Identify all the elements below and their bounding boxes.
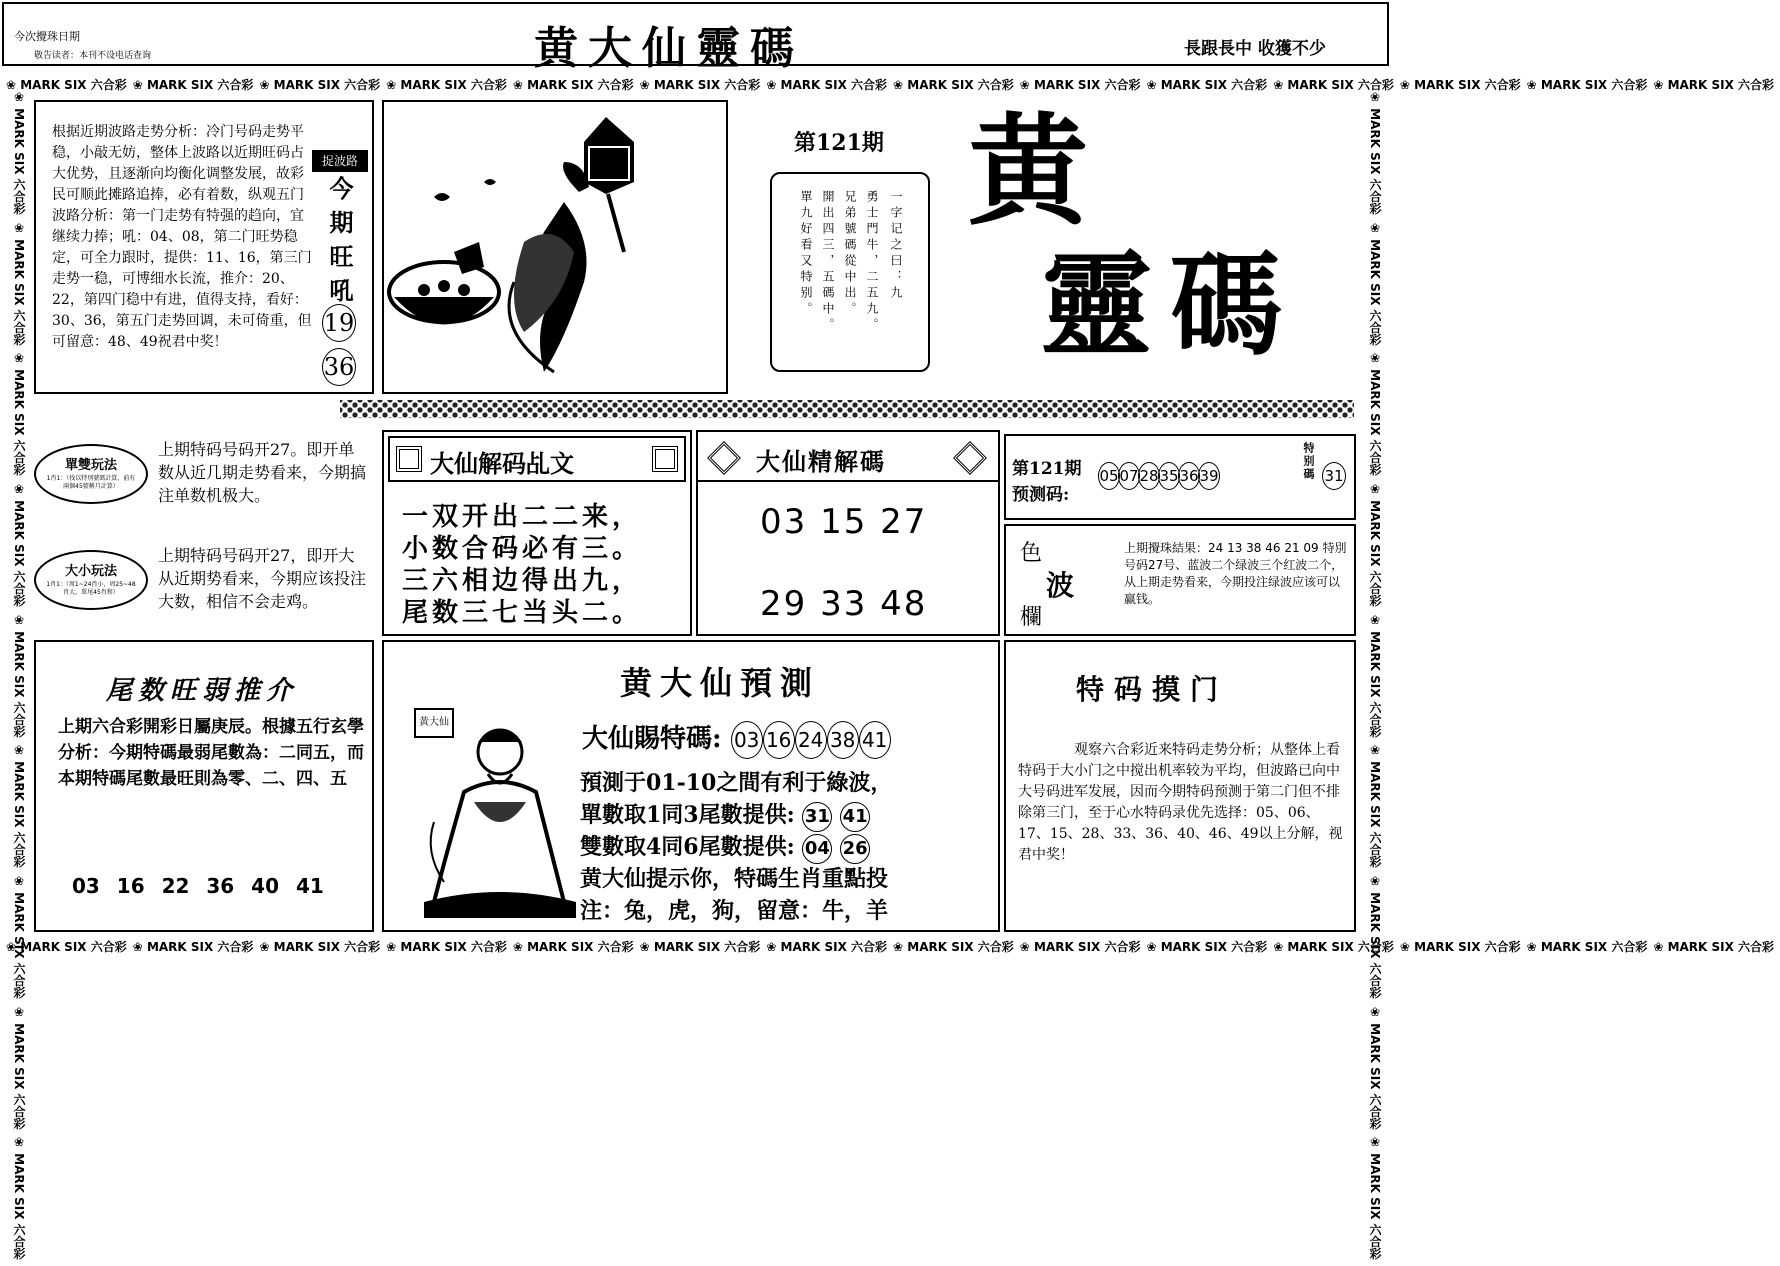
band-item: ❀ MARK SIX 六合彩: [1273, 940, 1394, 954]
band-item: ❀ MARK SIX 六合彩: [1368, 1135, 1382, 1261]
gift-number: 24: [795, 721, 827, 759]
band-item: ❀ MARK SIX 六合彩: [639, 78, 761, 92]
diamond-ornament-left: [707, 441, 741, 475]
band-item: ❀ MARK SIX 六合彩: [6, 78, 127, 92]
band-item: ❀ MARK SIX 六合彩: [12, 1004, 26, 1130]
hot-number-2: 36: [322, 348, 356, 386]
precise-title: 大仙精解碼: [756, 447, 886, 476]
odd-tail-number: 31: [802, 802, 832, 832]
color-wave-panel: [1004, 524, 1356, 636]
scroll-col-4: 開出四三，五碼中。: [821, 190, 835, 334]
gift-label: 大仙賜特碼:: [582, 724, 722, 754]
odd-tail-number: 41: [840, 802, 870, 832]
color-wave-char-1: 色: [1020, 541, 1043, 566]
wave-analysis-text: 根据近期波路走势分析：冷门号码走势平稳，小敲无妨，整体上波路以近期旺码占大优势，且逐渐向均衡化调整发展，故彩民可顺此摊路追捧，必有着数，纵观五门波路分析：第一门走势有特强的趋向，宜继续力捧；吼：04、08，第二门旺势稳定，可全力跟时，提供：11、16，第三门走势一稳，可博细水长流，推介：20、22，第四门稳中有进，值得支持，看好：30、36，第五门走势回调，未可倚重，但可留意：48、49祝君中奖！: [52, 124, 312, 350]
door-title: 特码摸门: [1076, 673, 1229, 706]
band-item: ❀ MARK SIX 六合彩: [1368, 351, 1382, 477]
fairy-picture: [384, 102, 726, 392]
riddle-title: 大仙解码乩文: [430, 449, 574, 478]
band-item: ❀ MARK SIX 六合彩: [1146, 940, 1268, 954]
band-item: ❀ MARK SIX 六合彩: [12, 874, 26, 999]
band-item: ❀ MARK SIX 六合彩: [512, 78, 634, 92]
band-item: ❀ MARK SIX 六合彩: [1526, 940, 1648, 954]
door-panel: [1004, 640, 1356, 932]
top-band: [6, 76, 1775, 94]
fairy-illustration: [382, 100, 728, 394]
band-item: ❀ MARK SIX 六合彩: [12, 743, 26, 869]
scroll-col-2: 勇士門牛，二五九。: [865, 190, 879, 334]
big-title-char-2: 靈: [1040, 240, 1152, 371]
big-title-char-1: 黄: [968, 101, 1088, 242]
band-item: ❀ MARK SIX 六合彩: [1019, 78, 1141, 92]
band-item: ❀ MARK SIX 六合彩: [512, 940, 634, 954]
band-item: ❀ MARK SIX 六合彩: [1399, 78, 1521, 92]
band-item: ❀ MARK SIX 六合彩: [12, 351, 26, 477]
header-bar: [2, 2, 1389, 74]
even-tail-label: 雙數取4同6尾數提供:: [580, 834, 795, 860]
prediction-numbers: [1098, 462, 1220, 490]
odd-even-badge-title: 單雙玩法: [64, 458, 117, 473]
band-item: ❀ MARK SIX 六合彩: [259, 940, 381, 954]
band-item: ❀ MARK SIX 六合彩: [1653, 940, 1775, 954]
band-item: ❀ MARK SIX 六合彩: [1146, 78, 1268, 92]
odd-even-badge-sub: 1肖1：（找以特別號碼計算，前有兩個45號稱月計算）: [46, 475, 136, 490]
forecast-panel: [382, 640, 1000, 932]
riddle-line-1: 一双开出二二来，: [402, 502, 643, 532]
prediction-number: 35: [1158, 462, 1180, 490]
page-title: 黄大仙靈碼: [534, 23, 804, 74]
even-tail-number: 26: [840, 834, 870, 864]
sage-picture: [404, 712, 584, 926]
band-item: ❀ MARK SIX 六合彩: [1653, 78, 1775, 92]
band-item: ❀ MARK SIX 六合彩: [766, 940, 888, 954]
prediction-number: 05: [1098, 462, 1120, 490]
big-small-text: 上期特码号码开27，即开大从近期势看来，今期应该投注大数，相信不会走鸡。: [158, 546, 367, 611]
band-item: ❀ MARK SIX 六合彩: [259, 78, 381, 92]
band-item: ❀ MARK SIX 六合彩: [132, 78, 254, 92]
big-title-char-3: 碼: [1170, 240, 1282, 371]
band-item: ❀ MARK SIX 六合彩: [893, 940, 1014, 954]
prediction-label: 预测码:: [1012, 485, 1070, 505]
band-item: ❀ MARK SIX 六合彩: [1368, 1004, 1382, 1130]
color-wave-char-3: 欄: [1020, 605, 1043, 630]
precise-row-2: 29 33 48: [760, 584, 928, 624]
band-item: ❀ MARK SIX 六合彩: [386, 940, 507, 954]
gift-number: 41: [859, 721, 891, 759]
odd-even-section: [34, 432, 374, 532]
gift-number: 03: [731, 721, 763, 759]
notice-text: 敬告读者：本刊不设电话查询: [34, 51, 152, 61]
color-wave-char-2: 波: [1046, 569, 1075, 602]
riddle-line-2: 小数合码必有三。: [402, 534, 643, 564]
band-item: ❀ MARK SIX 六合彩: [639, 940, 761, 954]
forecast-line-3: [580, 830, 870, 864]
door-text: 观察六合彩近来特码走势分析；从整体上看特码于大小门之中搅出机率较为平均，但波路已向中大号码进军发展，因而今期特码预测于第二门但不排除第三门，至于心水特码录优先选择：05、06、17、15、28、33、36、40、46、49以上分解，视君中奖！: [1018, 742, 1343, 863]
slogan: 長跟長中 收獲不少: [1184, 39, 1326, 59]
hot-number-1: 19: [322, 304, 356, 342]
today-hot-label: 今期旺吼: [325, 176, 354, 312]
odd-tail-label: 單數取1同3尾數提供:: [580, 802, 795, 828]
special-number: 31: [1322, 462, 1346, 490]
forecast-line-1: 預測于01-10之間有利于綠波，: [580, 770, 893, 796]
color-wave-text: 上期攪珠結果：24 13 38 46 21 09 特別号码27号、蓝波二个绿波三个红波二个，从上期走势看来，今期投注绿波应该可以赢钱。: [1124, 541, 1347, 606]
forecast-line-4: 黄大仙提示你，特碼生肖重點投: [580, 866, 889, 892]
gift-row: [582, 718, 891, 759]
band-item: ❀ MARK SIX 六合彩: [1399, 940, 1521, 954]
band-item: ❀ MARK SIX 六合彩: [1526, 78, 1648, 92]
band-item: ❀ MARK SIX 六合彩: [1368, 220, 1382, 346]
diamond-ornament-right: [953, 441, 987, 475]
riddle-panel: [382, 430, 692, 636]
band-item: ❀ MARK SIX 六合彩: [132, 940, 254, 954]
precise-panel: [696, 430, 1000, 636]
band-item: ❀ MARK SIX 六合彩: [12, 482, 26, 607]
precise-divider: [698, 480, 998, 482]
forecast-line-2: [580, 798, 870, 832]
scroll-col-1: 一字记之曰：九: [889, 190, 903, 302]
band-item: ❀ MARK SIX 六合彩: [1368, 743, 1382, 869]
band-item: ❀ MARK SIX 六合彩: [1368, 90, 1382, 215]
draw-date-label: 今次攪珠日期: [14, 30, 80, 43]
square-ornament-right: [652, 446, 678, 472]
special-label: 特别碼: [1302, 442, 1315, 481]
big-small-badge-sub: 1肖1：（周1~24肖小，周25~48肖大，單尾45肖和）: [46, 581, 136, 596]
big-small-badge: [34, 550, 148, 610]
band-item: ❀ MARK SIX 六合彩: [893, 78, 1014, 92]
square-ornament-left: [396, 446, 422, 472]
band-item: ❀ MARK SIX 六合彩: [1368, 482, 1382, 607]
riddle-line-3: 三六相边得出九，: [402, 566, 643, 596]
prediction-number: 39: [1198, 462, 1220, 490]
big-small-badge-title: 大小玩法: [64, 564, 117, 579]
band-item: ❀ MARK SIX 六合彩: [1368, 874, 1382, 999]
riddle-line-4: 尾数三七当头二。: [402, 598, 643, 628]
scroll-issue: 第121期: [794, 130, 884, 156]
band-item: ❀ MARK SIX 六合彩: [1368, 612, 1382, 738]
riddle-header: [388, 436, 686, 482]
right-band: [1366, 90, 1384, 1261]
wave-analysis-panel: [34, 100, 374, 394]
prediction-number: 07: [1118, 462, 1140, 490]
prediction-issue: 第121期: [1012, 459, 1082, 479]
band-item: ❀ MARK SIX 六合彩: [12, 612, 26, 738]
gift-number: 38: [827, 721, 859, 759]
scroll-col-5: 單九好看又特别。: [799, 190, 813, 318]
band-item: ❀ MARK SIX 六合彩: [386, 78, 507, 92]
band-item: ❀ MARK SIX 六合彩: [6, 940, 127, 954]
even-tail-number: 04: [802, 834, 832, 864]
band-item: ❀ MARK SIX 六合彩: [1019, 940, 1141, 954]
tail-title: 尾数旺弱推介: [106, 676, 299, 706]
tail-numbers: 03 16 22 36 40 41: [72, 874, 324, 898]
tail-text: 上期六合彩開彩日屬庚辰。根據五行玄學分析：今期特碼最弱尾數為：二同五，而本期特碼尾數最旺則為零、二、四、五: [58, 717, 364, 789]
band-item: ❀ MARK SIX 六合彩: [12, 90, 26, 215]
band-item: ❀ MARK SIX 六合彩: [766, 78, 888, 92]
wave-tag: 捉波路: [312, 150, 368, 172]
bottom-band: [6, 938, 1775, 956]
issue-scroll: [760, 110, 960, 390]
left-band: [10, 90, 28, 1261]
prediction-number: 28: [1138, 462, 1160, 490]
forecast-title: 黄大仙預測: [620, 664, 821, 702]
dotted-divider: [340, 400, 1354, 418]
odd-even-text: 上期特码号码开27。即开单数从近几期走势看来，今期搞注单数机极大。: [158, 440, 367, 505]
odd-even-badge: [34, 444, 148, 504]
prediction-panel: [1004, 434, 1356, 520]
band-item: ❀ MARK SIX 六合彩: [12, 220, 26, 346]
forecast-line-5: 注：兔，虎，狗，留意：牛，羊: [580, 898, 889, 924]
prediction-number: 36: [1178, 462, 1200, 490]
precise-row-1: 03 15 27: [760, 502, 928, 542]
scroll-col-3: 兄弟號碼從中出。: [843, 190, 857, 318]
seal-text: 黃大仙: [419, 717, 449, 728]
band-item: ❀ MARK SIX 六合彩: [12, 1135, 26, 1261]
band-item: ❀ MARK SIX 六合彩: [1273, 78, 1394, 92]
gift-number: 16: [763, 721, 795, 759]
big-small-section: [34, 538, 374, 634]
tail-panel: [34, 640, 374, 932]
